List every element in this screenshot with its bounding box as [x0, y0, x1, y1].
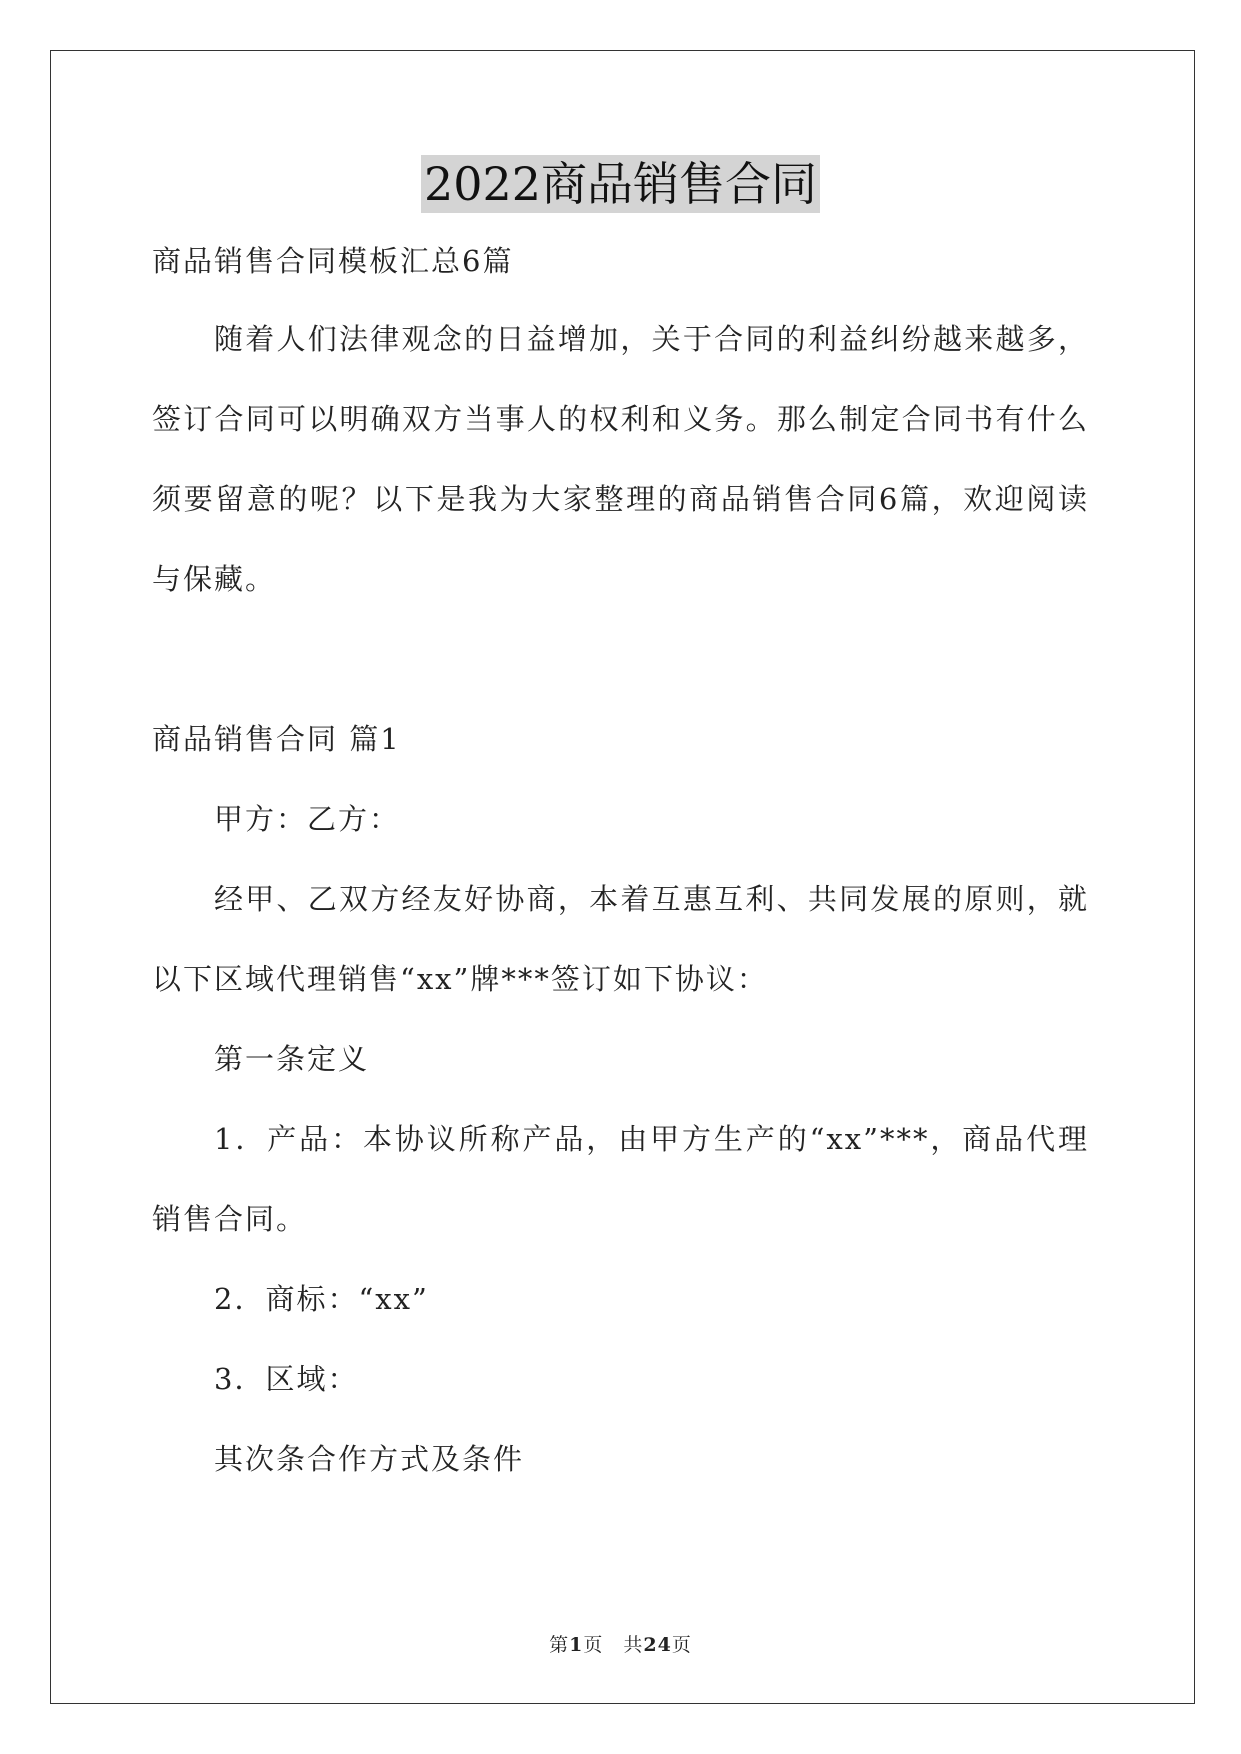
body-line-7: 2．商标：“xx” — [214, 1282, 429, 1316]
document-subtitle: 商品销售合同模板汇总6篇 — [152, 244, 514, 278]
footer-suffix: 页 — [671, 1634, 692, 1656]
footer-mid: 页 共 — [583, 1634, 644, 1656]
section-heading: 商品销售合同 篇1 — [152, 722, 401, 756]
footer-prefix: 第 — [549, 1634, 570, 1656]
body-line-1: 甲方：乙方： — [214, 802, 401, 836]
intro-line-3: 须要留意的呢？以下是我为大家整理的商品销售合同6篇，欢迎阅读 — [152, 482, 1089, 516]
intro-line-1: 随着人们法律观念的日益增加，关于合同的利益纠纷越来越多， — [214, 322, 1089, 356]
footer-total-pages: 24 — [643, 1634, 672, 1656]
footer-page-number: 1 — [569, 1634, 584, 1656]
intro-line-4: 与保藏。 — [152, 562, 277, 596]
body-line-9: 其次条合作方式及条件 — [214, 1442, 525, 1476]
title-container — [0, 155, 1241, 213]
document-title: 2022商品销售合同 — [421, 155, 820, 213]
body-line-3: 以下区域代理销售“xx”牌***签订如下协议： — [152, 962, 768, 996]
body-line-6: 销售合同。 — [152, 1202, 308, 1236]
body-line-5: 1．产品：本协议所称产品，由甲方生产的“xx”***，商品代理 — [214, 1122, 1089, 1156]
body-line-2: 经甲、乙双方经友好协商，本着互惠互利、共同发展的原则，就 — [214, 882, 1089, 916]
intro-line-2: 签订合同可以明确双方当事人的权利和义务。那么制定合同书有什么 — [152, 402, 1089, 436]
body-line-8: 3．区域： — [214, 1362, 359, 1396]
body-line-4: 第一条定义 — [214, 1042, 370, 1076]
page-footer — [0, 1630, 1241, 1657]
